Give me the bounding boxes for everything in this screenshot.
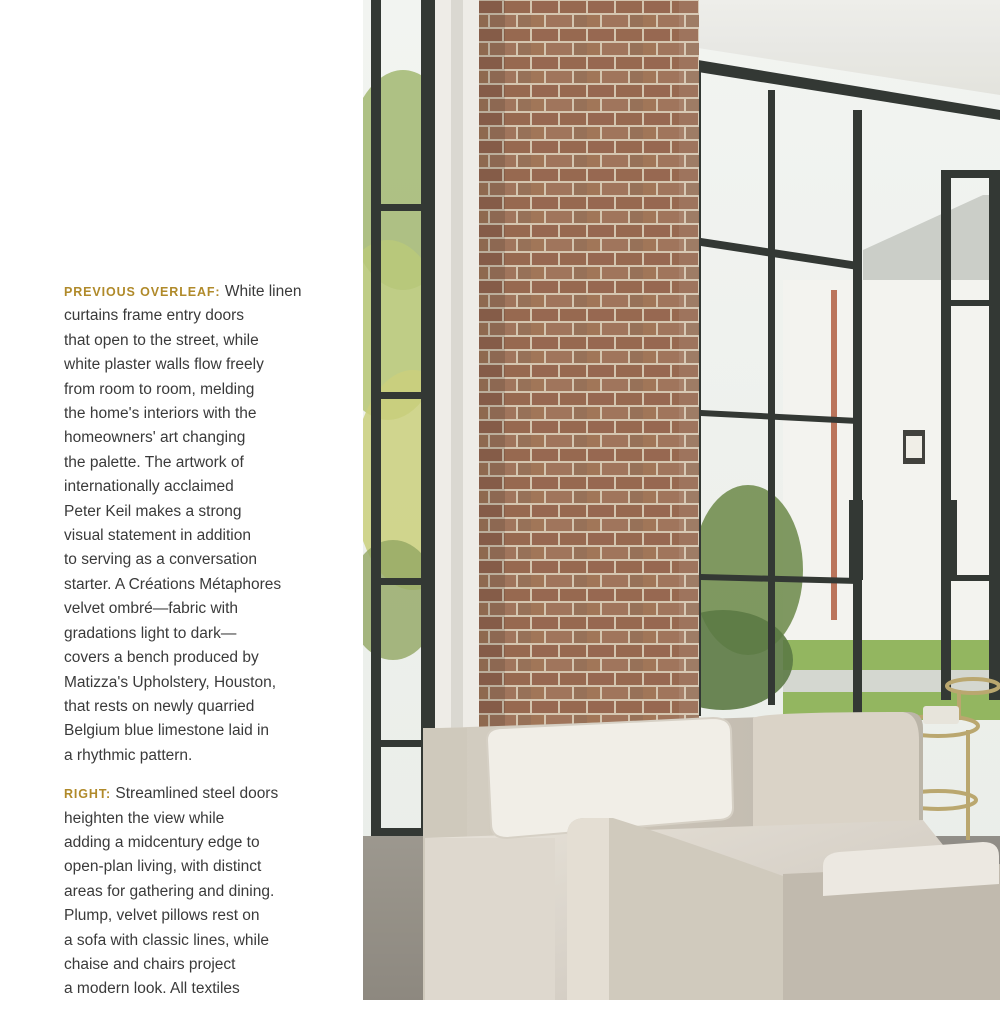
caption-line: chaise and chairs project bbox=[64, 955, 236, 973]
caption-label: RIGHT: bbox=[64, 787, 112, 802]
caption-line: areas for gathering and dining. bbox=[64, 882, 275, 900]
caption-line: open-plan living, with distinct bbox=[64, 858, 262, 876]
caption-line: a rhythmic pattern. bbox=[64, 746, 193, 764]
caption-line: covers a bench produced by bbox=[64, 649, 259, 667]
caption-first-line bbox=[64, 782, 364, 806]
caption-line: Plump, velvet pillows rest on bbox=[64, 907, 260, 925]
caption-line: that open to the street, while bbox=[64, 331, 259, 349]
photo-grain bbox=[363, 0, 1000, 1000]
caption-line: starter. A Créations Métaphores bbox=[64, 575, 282, 593]
caption-line: visual statement in addition bbox=[64, 527, 251, 545]
caption-line: Belgium blue limestone laid in bbox=[64, 722, 270, 740]
caption-previous-overleaf bbox=[64, 280, 364, 768]
caption-right bbox=[64, 782, 364, 1002]
caption-line: velvet ombré—fabric with bbox=[64, 600, 239, 618]
caption-line: Streamlined steel doors bbox=[115, 785, 279, 803]
caption-line: a sofa with classic lines, while bbox=[64, 931, 270, 949]
caption-line: the palette. The artwork of bbox=[64, 453, 244, 471]
caption-label: PREVIOUS OVERLEAF: bbox=[64, 285, 221, 299]
caption-column bbox=[64, 280, 364, 1016]
caption-line: white plaster walls flow freely bbox=[64, 356, 264, 374]
caption-line: from room to room, melding bbox=[64, 380, 255, 398]
caption-first-line bbox=[64, 280, 364, 304]
caption-line: White linen bbox=[224, 283, 302, 300]
interior-photo bbox=[363, 0, 1000, 1000]
caption-line: gradations light to dark— bbox=[64, 624, 237, 642]
caption-line: a modern look. All textiles bbox=[64, 980, 240, 998]
caption-line: to serving as a conversation bbox=[64, 551, 257, 569]
caption-line: Matizza's Upholstery, Houston, bbox=[64, 673, 277, 691]
caption-line: adding a midcentury edge to bbox=[64, 833, 260, 851]
caption-line: Peter Keil makes a strong bbox=[64, 502, 242, 520]
caption-line: homeowners' art changing bbox=[64, 429, 246, 447]
caption-line: heighten the view while bbox=[64, 809, 225, 827]
caption-line: the home's interiors with the bbox=[64, 405, 257, 423]
interior-photo-illustration bbox=[363, 0, 1000, 1000]
caption-line: curtains frame entry doors bbox=[64, 307, 245, 325]
caption-line: that rests on newly quarried bbox=[64, 697, 255, 715]
caption-line: internationally acclaimed bbox=[64, 478, 234, 496]
